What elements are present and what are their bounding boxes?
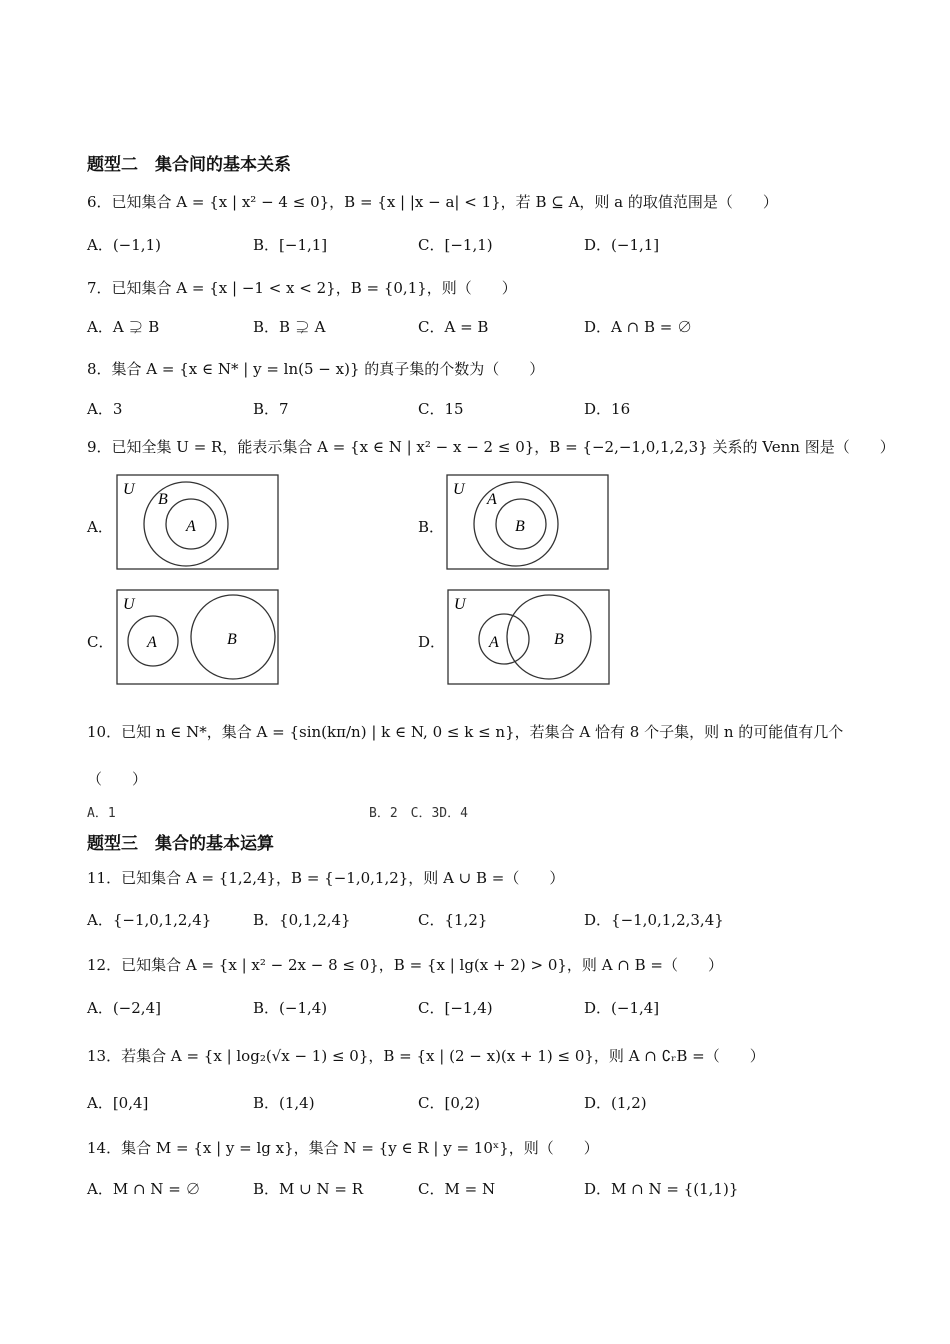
- q6-option-a: A．(−1,1): [87, 236, 161, 254]
- q10-stem: 10．已知 n ∈ N*，集合 A = {sin(kπ/n) | k ∈ N, 0 ≤ k ≤ n}，若集合 A 恰有 8 个子集，则 n 的可能值有几个: [87, 723, 844, 741]
- q8-stem: 8．集合 A = {x ∈ N* | y = ln(5 − x)} 的真子集的个数为（ ）: [87, 360, 545, 378]
- q10-option-bcd: B．2 C．3D．4: [369, 806, 468, 821]
- q9-option-c-label: C．: [87, 633, 114, 651]
- q9-option-d-label: D．: [418, 633, 446, 651]
- q12-option-a: A．(−2,4]: [87, 999, 161, 1017]
- q14-option-d: D．M ∩ N = {(1,1)}: [584, 1180, 739, 1198]
- q7-option-d: D．A ∩ B = ∅: [584, 318, 693, 336]
- venn-a-diagram: [116, 474, 280, 571]
- q14-option-a: A．M ∩ N = ∅: [87, 1180, 201, 1198]
- q6-option-c: C．[−1,1): [418, 236, 493, 254]
- q13-option-b: B．(1,4): [253, 1094, 315, 1112]
- q11-option-c: C．{1,2}: [418, 911, 488, 929]
- q13-option-d: D．(1,2): [584, 1094, 647, 1112]
- q9-option-b-label: B．: [418, 518, 445, 536]
- venn-d-circle-b: [507, 595, 591, 679]
- venn-c-b-label: B: [227, 631, 237, 648]
- q7-option-c: C．A = B: [418, 318, 489, 336]
- q14-option-c: C．M = N: [418, 1180, 496, 1198]
- q11-option-a: A．{−1,0,1,2,4}: [87, 911, 212, 929]
- q14-stem: 14．集合 M = {x | y = lg x}，集合 N = {y ∈ R | y = 10ˣ}，则（ ）: [87, 1139, 599, 1157]
- venn-b-b-label: B: [515, 518, 525, 535]
- venn-c-diagram: [116, 589, 280, 686]
- venn-c-u-label: U: [123, 596, 135, 613]
- section2-title: 题型二 集合间的基本关系: [87, 155, 291, 175]
- q6-option-d: D．(−1,1]: [584, 236, 660, 254]
- venn-a-u-label: U: [123, 481, 135, 498]
- venn-a-a-label: A: [186, 518, 196, 535]
- q8-option-c: C．15: [418, 400, 464, 418]
- venn-b-u-label: U: [453, 481, 465, 498]
- q7-stem: 7．已知集合 A = {x | −1 < x < 2}，B = {0,1}，则（ ）: [87, 279, 517, 297]
- q10-paren: （ ）: [87, 770, 148, 788]
- q13-stem: 13．若集合 A = {x | log₂(√x − 1) ≤ 0}，B = {x | (2 − x)(x + 1) ≤ 0}，则 A ∩ ∁ᵣB =（ ）: [87, 1047, 765, 1065]
- q6-stem: 6．已知集合 A = {x | x² − 4 ≤ 0}，B = {x | |x − a| < 1}，若 B ⊆ A，则 a 的取值范围是（ ）: [87, 193, 778, 211]
- q11-option-d: D．{−1,0,1,2,3,4}: [584, 911, 724, 929]
- q8-option-d: D．16: [584, 400, 631, 418]
- q13-option-c: C．[0,2): [418, 1094, 481, 1112]
- section3-title: 题型三 集合的基本运算: [87, 834, 274, 854]
- venn-c-a-label: A: [147, 634, 157, 651]
- q6-option-b: B．[−1,1]: [253, 236, 328, 254]
- q7-option-a: A．A ⊋ B: [87, 318, 160, 336]
- venn-b-universe: [447, 475, 608, 569]
- venn-d-a-label: A: [489, 634, 499, 651]
- q12-option-c: C．[−1,4): [418, 999, 493, 1017]
- venn-c-universe: [117, 590, 278, 684]
- q10-option-a: A．1: [87, 806, 116, 821]
- venn-b-a-label: A: [487, 491, 497, 508]
- q14-option-b: B．M ∪ N = R: [253, 1180, 364, 1198]
- venn-a-b-label: B: [158, 491, 168, 508]
- q8-option-a: A．3: [87, 400, 123, 418]
- venn-d-b-label: B: [554, 631, 564, 648]
- q12-option-b: B．(−1,4): [253, 999, 328, 1017]
- q13-option-a: A．[0,4]: [87, 1094, 149, 1112]
- q12-option-d: D．(−1,4]: [584, 999, 660, 1017]
- q11-option-b: B．{0,1,2,4}: [253, 911, 351, 929]
- q8-option-b: B．7: [253, 400, 289, 418]
- venn-a-universe: [117, 475, 278, 569]
- venn-d-u-label: U: [454, 596, 466, 613]
- venn-d-circle-a: [479, 614, 529, 664]
- venn-b-diagram: [446, 474, 610, 571]
- q9-stem: 9．已知全集 U = R，能表示集合 A = {x ∈ N | x² − x − 2 ≤ 0}，B = {−2,−1,0,1,2,3} 关系的 Venn 图是（ ）: [87, 438, 895, 456]
- venn-d-diagram: [447, 589, 611, 686]
- q11-stem: 11．已知集合 A = {1,2,4}，B = {−1,0,1,2}，则 A ∪ B =（ ）: [87, 869, 565, 887]
- q12-stem: 12．已知集合 A = {x | x² − 2x − 8 ≤ 0}，B = {x | lg(x + 2) > 0}，则 A ∩ B =（ ）: [87, 956, 723, 974]
- q7-option-b: B．B ⊋ A: [253, 318, 326, 336]
- q9-option-a-label: A．: [87, 518, 113, 536]
